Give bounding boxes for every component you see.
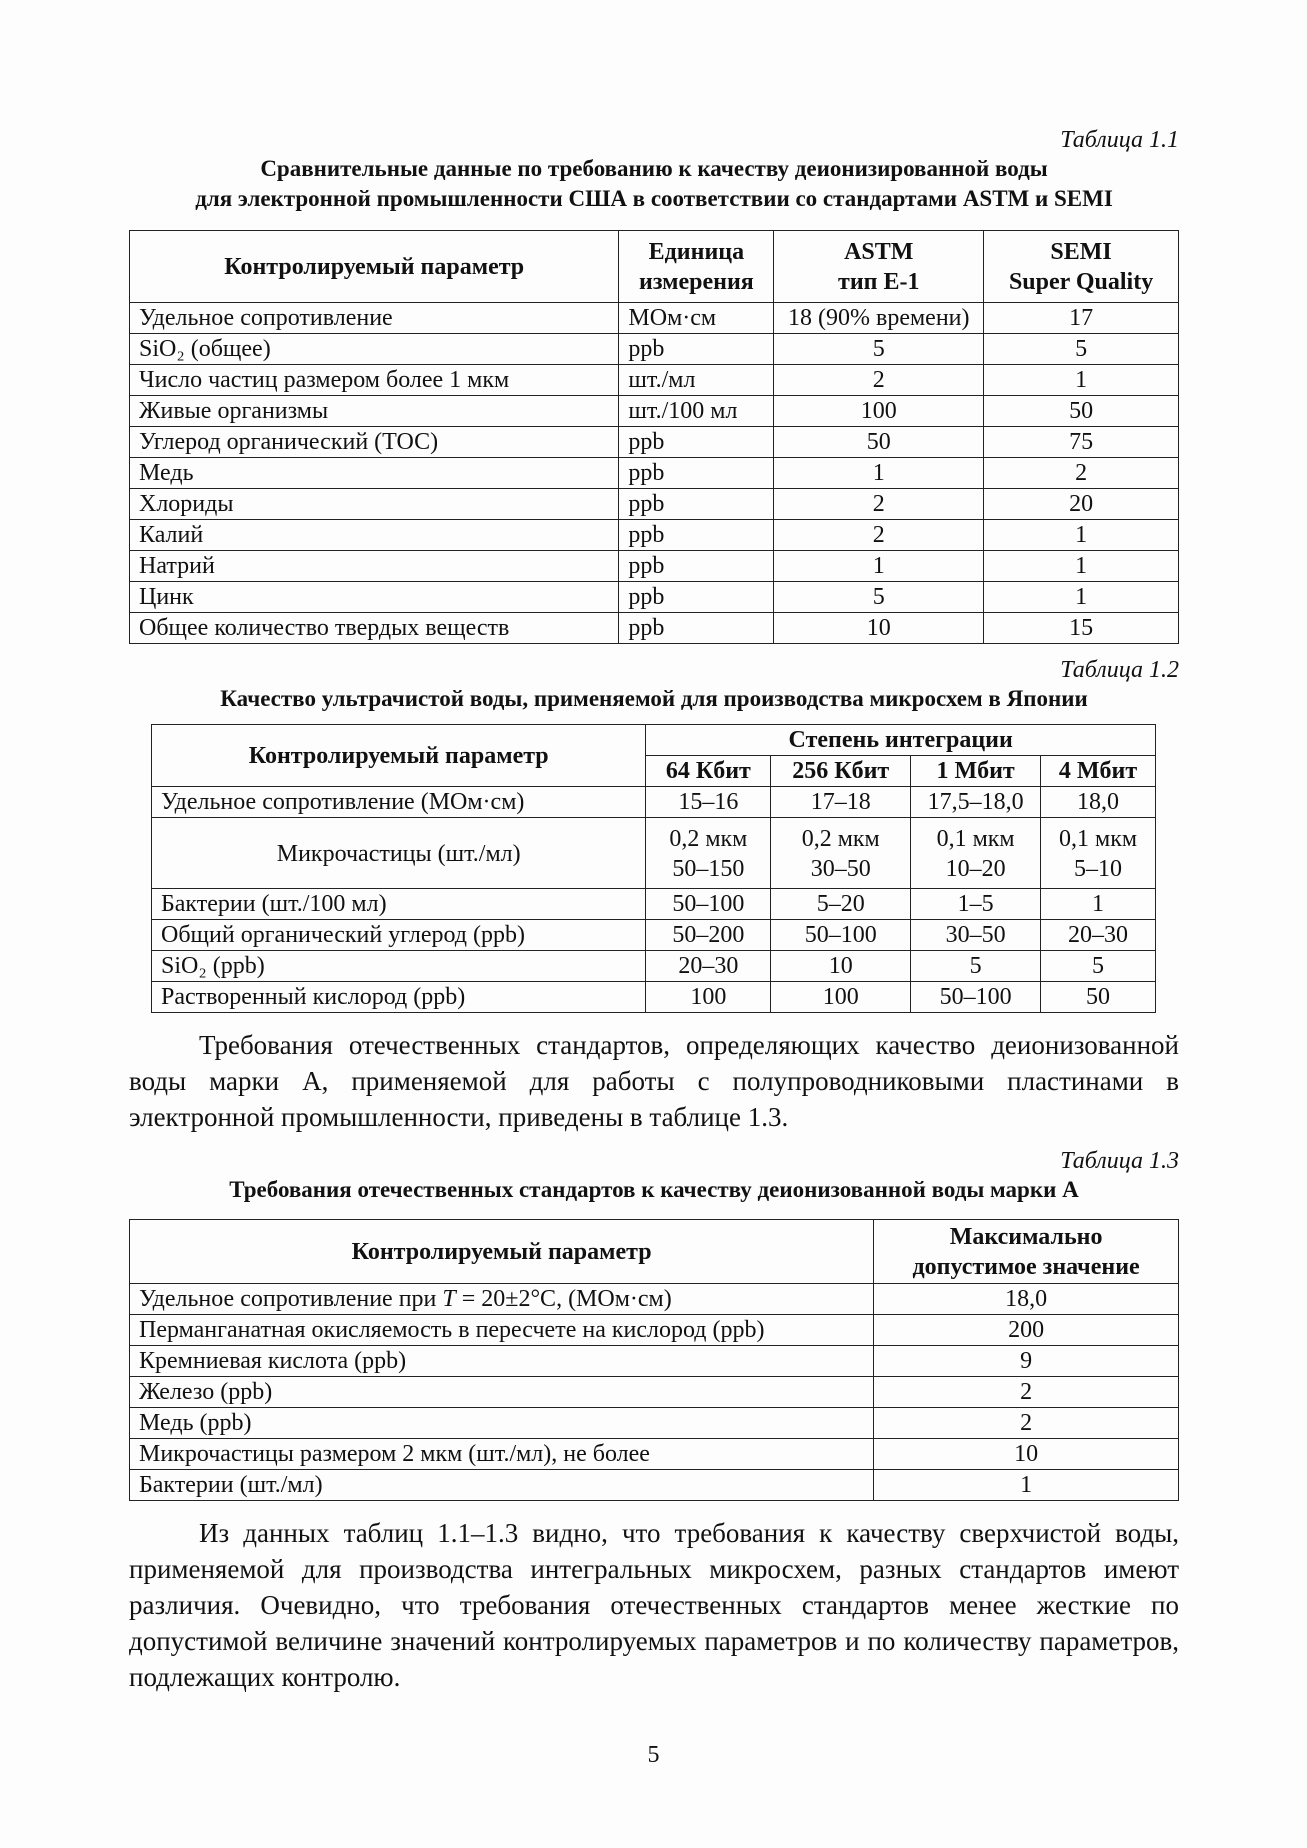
table-row [152, 787, 1156, 818]
cell-param: Микрочастицы (шт./мл) [152, 818, 646, 889]
cell-astm: 100 [774, 396, 984, 427]
cell-param: Микрочастицы размером 2 мкм (шт./мл), не более [130, 1439, 874, 1470]
table-row [130, 613, 1179, 644]
cell-semi: 1 [984, 582, 1179, 613]
table-row [130, 365, 1179, 396]
cell-value: 50–100 [911, 982, 1041, 1013]
cell-param: Калий [130, 520, 619, 551]
cell-astm: 1 [774, 551, 984, 582]
table-row [130, 520, 1179, 551]
cell-value: 0,1 мкм 5–10 [1041, 818, 1156, 889]
table-row [152, 818, 1156, 889]
cell-astm: 50 [774, 427, 984, 458]
header-param: Контролируемый параметр [130, 231, 619, 303]
cell-value: 1 [874, 1470, 1179, 1501]
table-row [130, 1408, 1179, 1439]
cell-unit: шт./мл [619, 365, 774, 396]
cell-semi: 2 [984, 458, 1179, 489]
cell-value: 50–100 [771, 920, 911, 951]
cell-value: 2 [874, 1408, 1179, 1439]
table-1-1 [129, 230, 1179, 644]
cell-astm: 2 [774, 489, 984, 520]
cell-astm: 2 [774, 365, 984, 396]
cell-param: Бактерии (шт./мл) [130, 1470, 874, 1501]
cell-unit: ppb [619, 613, 774, 644]
cell-value: 0,2 мкм 30–50 [771, 818, 911, 889]
table-row [152, 889, 1156, 920]
cell-semi: 1 [984, 365, 1179, 396]
header-param: Контролируемый параметр [130, 1220, 874, 1284]
cell-param: Удельное сопротивление при T = 20±2°С, (МОм·см) [130, 1284, 874, 1315]
cell-value: 0,1 мкм 10–20 [911, 818, 1041, 889]
paragraph-1: Требования отечественных стандартов, определяющих качество деионизованной воды марки А, применяемой для работы с полупроводниковыми пластинами в электронной промышленности, приведены в таблице 1.3. [129, 1030, 1179, 1132]
cell-value: 9 [874, 1346, 1179, 1377]
table-row [130, 551, 1179, 582]
cell-value: 17–18 [771, 787, 911, 818]
cell-value: 20–30 [646, 951, 771, 982]
cell-astm: 1 [774, 458, 984, 489]
header-semi: SEMI Super Quality [984, 231, 1179, 303]
cell-semi: 1 [984, 551, 1179, 582]
cell-semi: 5 [984, 334, 1179, 365]
table-1-1-title-line2: для электронной промышленности США в соответствии со стандартами ASTM и SEMI [195, 186, 1113, 211]
cell-param: SiO₂ (общее) [130, 334, 619, 365]
cell-value: 200 [874, 1315, 1179, 1346]
header-64kbit: 64 Кбит [646, 756, 771, 787]
table-1-1-header [130, 231, 1179, 303]
cell-unit: ppb [619, 520, 774, 551]
table-1-3-label: Таблица 1.3 [1060, 1148, 1179, 1174]
cell-param: Число частиц размером более 1 мкм [130, 365, 619, 396]
table-row [130, 1377, 1179, 1408]
cell-astm: 10 [774, 613, 984, 644]
cell-param: Живые организмы [130, 396, 619, 427]
table-row [152, 982, 1156, 1013]
cell-value: 18,0 [1041, 787, 1156, 818]
cell-value: 15–16 [646, 787, 771, 818]
cell-value: 30–50 [911, 920, 1041, 951]
cell-astm: 5 [774, 582, 984, 613]
cell-semi: 15 [984, 613, 1179, 644]
table-row [152, 951, 1156, 982]
cell-param: Общее количество твердых веществ [130, 613, 619, 644]
header-4mbit: 4 Мбит [1041, 756, 1156, 787]
cell-param: Хлориды [130, 489, 619, 520]
cell-unit: ppb [619, 489, 774, 520]
cell-astm: 2 [774, 520, 984, 551]
table-1-1-label: Таблица 1.1 [1060, 127, 1179, 153]
table-1-2-label: Таблица 1.2 [1060, 657, 1179, 683]
table-row [130, 303, 1179, 334]
cell-semi: 75 [984, 427, 1179, 458]
table-row [130, 396, 1179, 427]
header-astm: ASTM тип Е-1 [774, 231, 984, 303]
table-row [130, 1284, 1179, 1315]
cell-value: 10 [874, 1439, 1179, 1470]
table-row [130, 1439, 1179, 1470]
cell-value: 100 [771, 982, 911, 1013]
paragraph-2: Из данных таблиц 1.1–1.3 видно, что требования к качеству сверхчистой воды, применяемой для производства интегральных микросхем, разных стандартов имеют различия. Очевидно, что требования отечественных стандартов менее жесткие по допустимой величине значений контролируемых параметров и по количеству параметров, подлежащих контролю. [129, 1518, 1179, 1692]
cell-unit: шт./100 мл [619, 396, 774, 427]
cell-value: 0,2 мкм 50–150 [646, 818, 771, 889]
cell-value: 1–5 [911, 889, 1041, 920]
table-row [130, 582, 1179, 613]
cell-param: Железо (ppb) [130, 1377, 874, 1408]
cell-semi: 50 [984, 396, 1179, 427]
cell-param: Натрий [130, 551, 619, 582]
cell-value: 50–200 [646, 920, 771, 951]
cell-param: Цинк [130, 582, 619, 613]
header-unit: Единица измерения [619, 231, 774, 303]
cell-param: Удельное сопротивление [130, 303, 619, 334]
header-integration-degree: Степень интеграции [646, 725, 1156, 756]
cell-unit: МОм·см [619, 303, 774, 334]
cell-param: Кремниевая кислота (ppb) [130, 1346, 874, 1377]
header-param: Контролируемый параметр [152, 725, 646, 787]
cell-param: Медь [130, 458, 619, 489]
cell-unit: ppb [619, 582, 774, 613]
table-row [130, 427, 1179, 458]
cell-value: 50 [1041, 982, 1156, 1013]
cell-value: 18,0 [874, 1284, 1179, 1315]
cell-astm: 5 [774, 334, 984, 365]
cell-semi: 1 [984, 520, 1179, 551]
table-row [152, 920, 1156, 951]
cell-value: 2 [874, 1377, 1179, 1408]
cell-unit: ppb [619, 551, 774, 582]
cell-param: Перманганатная окисляемость в пересчете на кислород (ppb) [130, 1315, 874, 1346]
cell-param: Медь (ppb) [130, 1408, 874, 1439]
table-row [130, 1470, 1179, 1501]
cell-semi: 17 [984, 303, 1179, 334]
page-content [129, 126, 1179, 1695]
cell-value: 5 [1041, 951, 1156, 982]
table-1-2 [151, 724, 1156, 1013]
table-row [130, 458, 1179, 489]
cell-param: Бактерии (шт./100 мл) [152, 889, 646, 920]
cell-value: 5 [911, 951, 1041, 982]
cell-param: Растворенный кислород (ppb) [152, 982, 646, 1013]
table-1-2-title: Качество ультрачистой воды, применяемой для производства микросхем в Японии [220, 686, 1088, 711]
table-row [130, 1346, 1179, 1377]
header-256kbit: 256 Кбит [771, 756, 911, 787]
cell-value: 100 [646, 982, 771, 1013]
cell-value: 10 [771, 951, 911, 982]
table-1-3-title: Требования отечественных стандартов к качеству деионизованной воды марки А [229, 1177, 1079, 1202]
cell-astm: 18 (90% времени) [774, 303, 984, 334]
header-1mbit: 1 Мбит [911, 756, 1041, 787]
cell-param: SiO₂ (ppb) [152, 951, 646, 982]
table-row [130, 489, 1179, 520]
header-max-value: Максимально допустимое значение [874, 1220, 1179, 1284]
cell-semi: 20 [984, 489, 1179, 520]
cell-param: Общий органический углерод (ppb) [152, 920, 646, 951]
cell-unit: ppb [619, 458, 774, 489]
cell-value: 17,5–18,0 [911, 787, 1041, 818]
page-number: 5 [647, 1742, 660, 1768]
table-row [130, 1315, 1179, 1346]
cell-param: Углерод органический (ТОС) [130, 427, 619, 458]
cell-value: 5–20 [771, 889, 911, 920]
cell-value: 20–30 [1041, 920, 1156, 951]
table-1-1-title-line1: Сравнительные данные по требованию к качеству деионизированной воды [260, 156, 1048, 181]
cell-param: Удельное сопротивление (МОм·см) [152, 787, 646, 818]
cell-unit: ppb [619, 334, 774, 365]
cell-unit: ppb [619, 427, 774, 458]
table-row [130, 334, 1179, 365]
cell-value: 50–100 [646, 889, 771, 920]
cell-value: 1 [1041, 889, 1156, 920]
table-1-3 [129, 1219, 1179, 1501]
